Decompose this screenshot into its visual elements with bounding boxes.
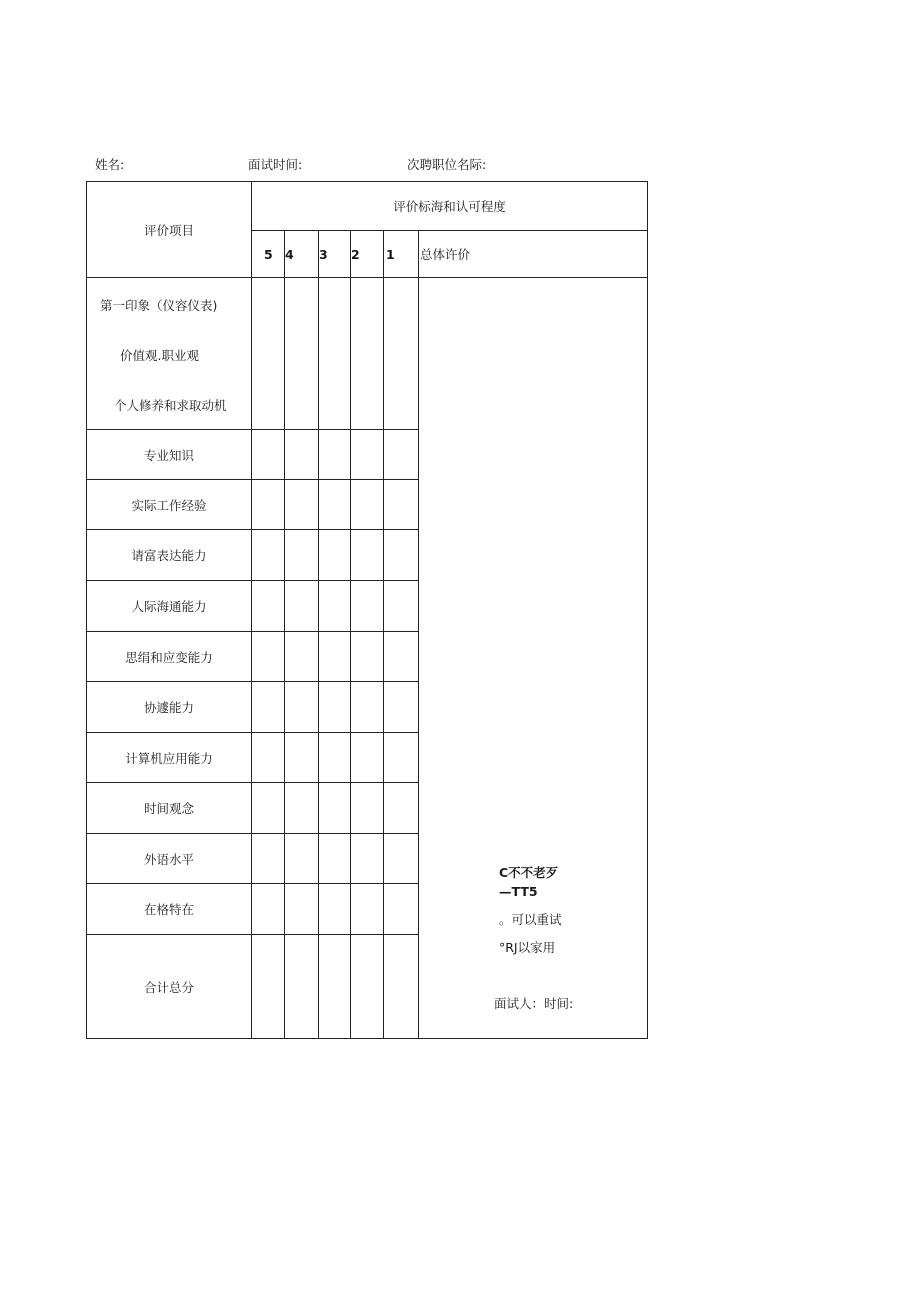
item-values: 价值观.职业观 <box>120 348 199 363</box>
item-first-impression: 第一印象（仪容仪表) <box>100 298 218 313</box>
score-cell[interactable] <box>285 430 319 480</box>
interview-evaluation-table <box>86 181 648 1039</box>
score-cell[interactable] <box>252 733 285 783</box>
score-cell[interactable] <box>351 783 384 834</box>
score-cell[interactable] <box>384 682 419 733</box>
score-cell[interactable] <box>319 783 351 834</box>
total-score-label: 合计总分 <box>87 935 252 1039</box>
score-cell[interactable] <box>384 733 419 783</box>
grouped-items-cell <box>87 278 252 430</box>
score-4-header: 4 <box>285 231 319 278</box>
score-cell[interactable] <box>285 884 319 935</box>
score-cell[interactable] <box>319 632 351 682</box>
overall-header: 总体许价 <box>419 231 648 278</box>
score-cell[interactable] <box>319 733 351 783</box>
score-cell[interactable] <box>252 581 285 632</box>
criteria-header: 评价标海和认可程度 <box>252 182 648 231</box>
score-cell[interactable] <box>384 834 419 884</box>
score-cell[interactable] <box>384 935 419 1039</box>
score-cell[interactable] <box>351 935 384 1039</box>
evaluation-option-1: C不不老歹 <box>499 865 559 880</box>
score-cell[interactable] <box>319 884 351 935</box>
score-cell[interactable] <box>351 834 384 884</box>
score-cell[interactable] <box>351 632 384 682</box>
score-cell[interactable] <box>252 430 285 480</box>
score-cell[interactable] <box>285 682 319 733</box>
score-1-header: 1 <box>384 231 419 278</box>
score-cell[interactable] <box>351 733 384 783</box>
score-cell[interactable] <box>285 581 319 632</box>
evaluation-option-4: °RJ以家用 <box>499 940 556 955</box>
item-label: 协遽能力 <box>87 682 252 733</box>
item-label: 请富表达能力 <box>87 530 252 581</box>
item-label: 实际工作经验 <box>87 480 252 530</box>
score-cell[interactable] <box>252 783 285 834</box>
score-cell[interactable] <box>319 682 351 733</box>
score-5-header: 5 <box>252 231 285 278</box>
score-cell[interactable] <box>252 632 285 682</box>
score-cell[interactable] <box>351 581 384 632</box>
score-cell[interactable] <box>252 530 285 581</box>
evaluation-option-2: —TT5 <box>499 884 538 899</box>
score-cell[interactable] <box>252 834 285 884</box>
score-cell[interactable] <box>285 834 319 884</box>
score-cell[interactable] <box>384 884 419 935</box>
item-motivation: 个人修养和求取动机 <box>114 398 227 413</box>
score-cell[interactable] <box>351 530 384 581</box>
score-cell[interactable] <box>319 480 351 530</box>
score-cell[interactable] <box>384 632 419 682</box>
score-cell[interactable] <box>384 430 419 480</box>
item-label: 计算机应用能力 <box>87 733 252 783</box>
score-cell[interactable] <box>319 935 351 1039</box>
score-cell[interactable] <box>384 783 419 834</box>
score-cell[interactable] <box>285 733 319 783</box>
interviewer-signature-label: 面试人：时间: <box>494 996 574 1011</box>
item-header: 评价项目 <box>87 182 252 278</box>
score-cell[interactable] <box>252 682 285 733</box>
score-cell[interactable] <box>252 935 285 1039</box>
score-cell[interactable] <box>252 480 285 530</box>
score-cell[interactable] <box>285 278 319 430</box>
item-label: 人际海通能力 <box>87 581 252 632</box>
score-cell[interactable] <box>351 278 384 430</box>
score-cell[interactable] <box>351 884 384 935</box>
item-label: 在格特在 <box>87 884 252 935</box>
item-label: 时间观念 <box>87 783 252 834</box>
evaluation-option-3: 。可以重试 <box>499 912 562 927</box>
name-label: 姓名: <box>95 157 125 172</box>
score-cell[interactable] <box>285 935 319 1039</box>
overall-evaluation-panel[interactable] <box>419 278 648 1039</box>
score-cell[interactable] <box>384 581 419 632</box>
score-cell[interactable] <box>285 783 319 834</box>
score-cell[interactable] <box>351 430 384 480</box>
score-cell[interactable] <box>319 834 351 884</box>
item-label: 外语水平 <box>87 834 252 884</box>
score-cell[interactable] <box>384 480 419 530</box>
score-cell[interactable] <box>319 581 351 632</box>
score-cell[interactable] <box>319 278 351 430</box>
score-cell[interactable] <box>285 480 319 530</box>
score-cell[interactable] <box>285 530 319 581</box>
score-2-header: 2 <box>351 231 384 278</box>
item-label: 思绢和应变能力 <box>87 632 252 682</box>
score-3-header: 3 <box>319 231 351 278</box>
score-cell[interactable] <box>351 480 384 530</box>
item-label: 专业知识 <box>87 430 252 480</box>
score-cell[interactable] <box>384 278 419 430</box>
score-cell[interactable] <box>384 530 419 581</box>
score-cell[interactable] <box>351 682 384 733</box>
score-cell[interactable] <box>319 530 351 581</box>
score-cell[interactable] <box>252 884 285 935</box>
position-label: 次聘职位名际: <box>407 157 487 172</box>
score-cell[interactable] <box>285 632 319 682</box>
interview-time-label: 面试时间: <box>248 157 303 172</box>
score-cell[interactable] <box>319 430 351 480</box>
